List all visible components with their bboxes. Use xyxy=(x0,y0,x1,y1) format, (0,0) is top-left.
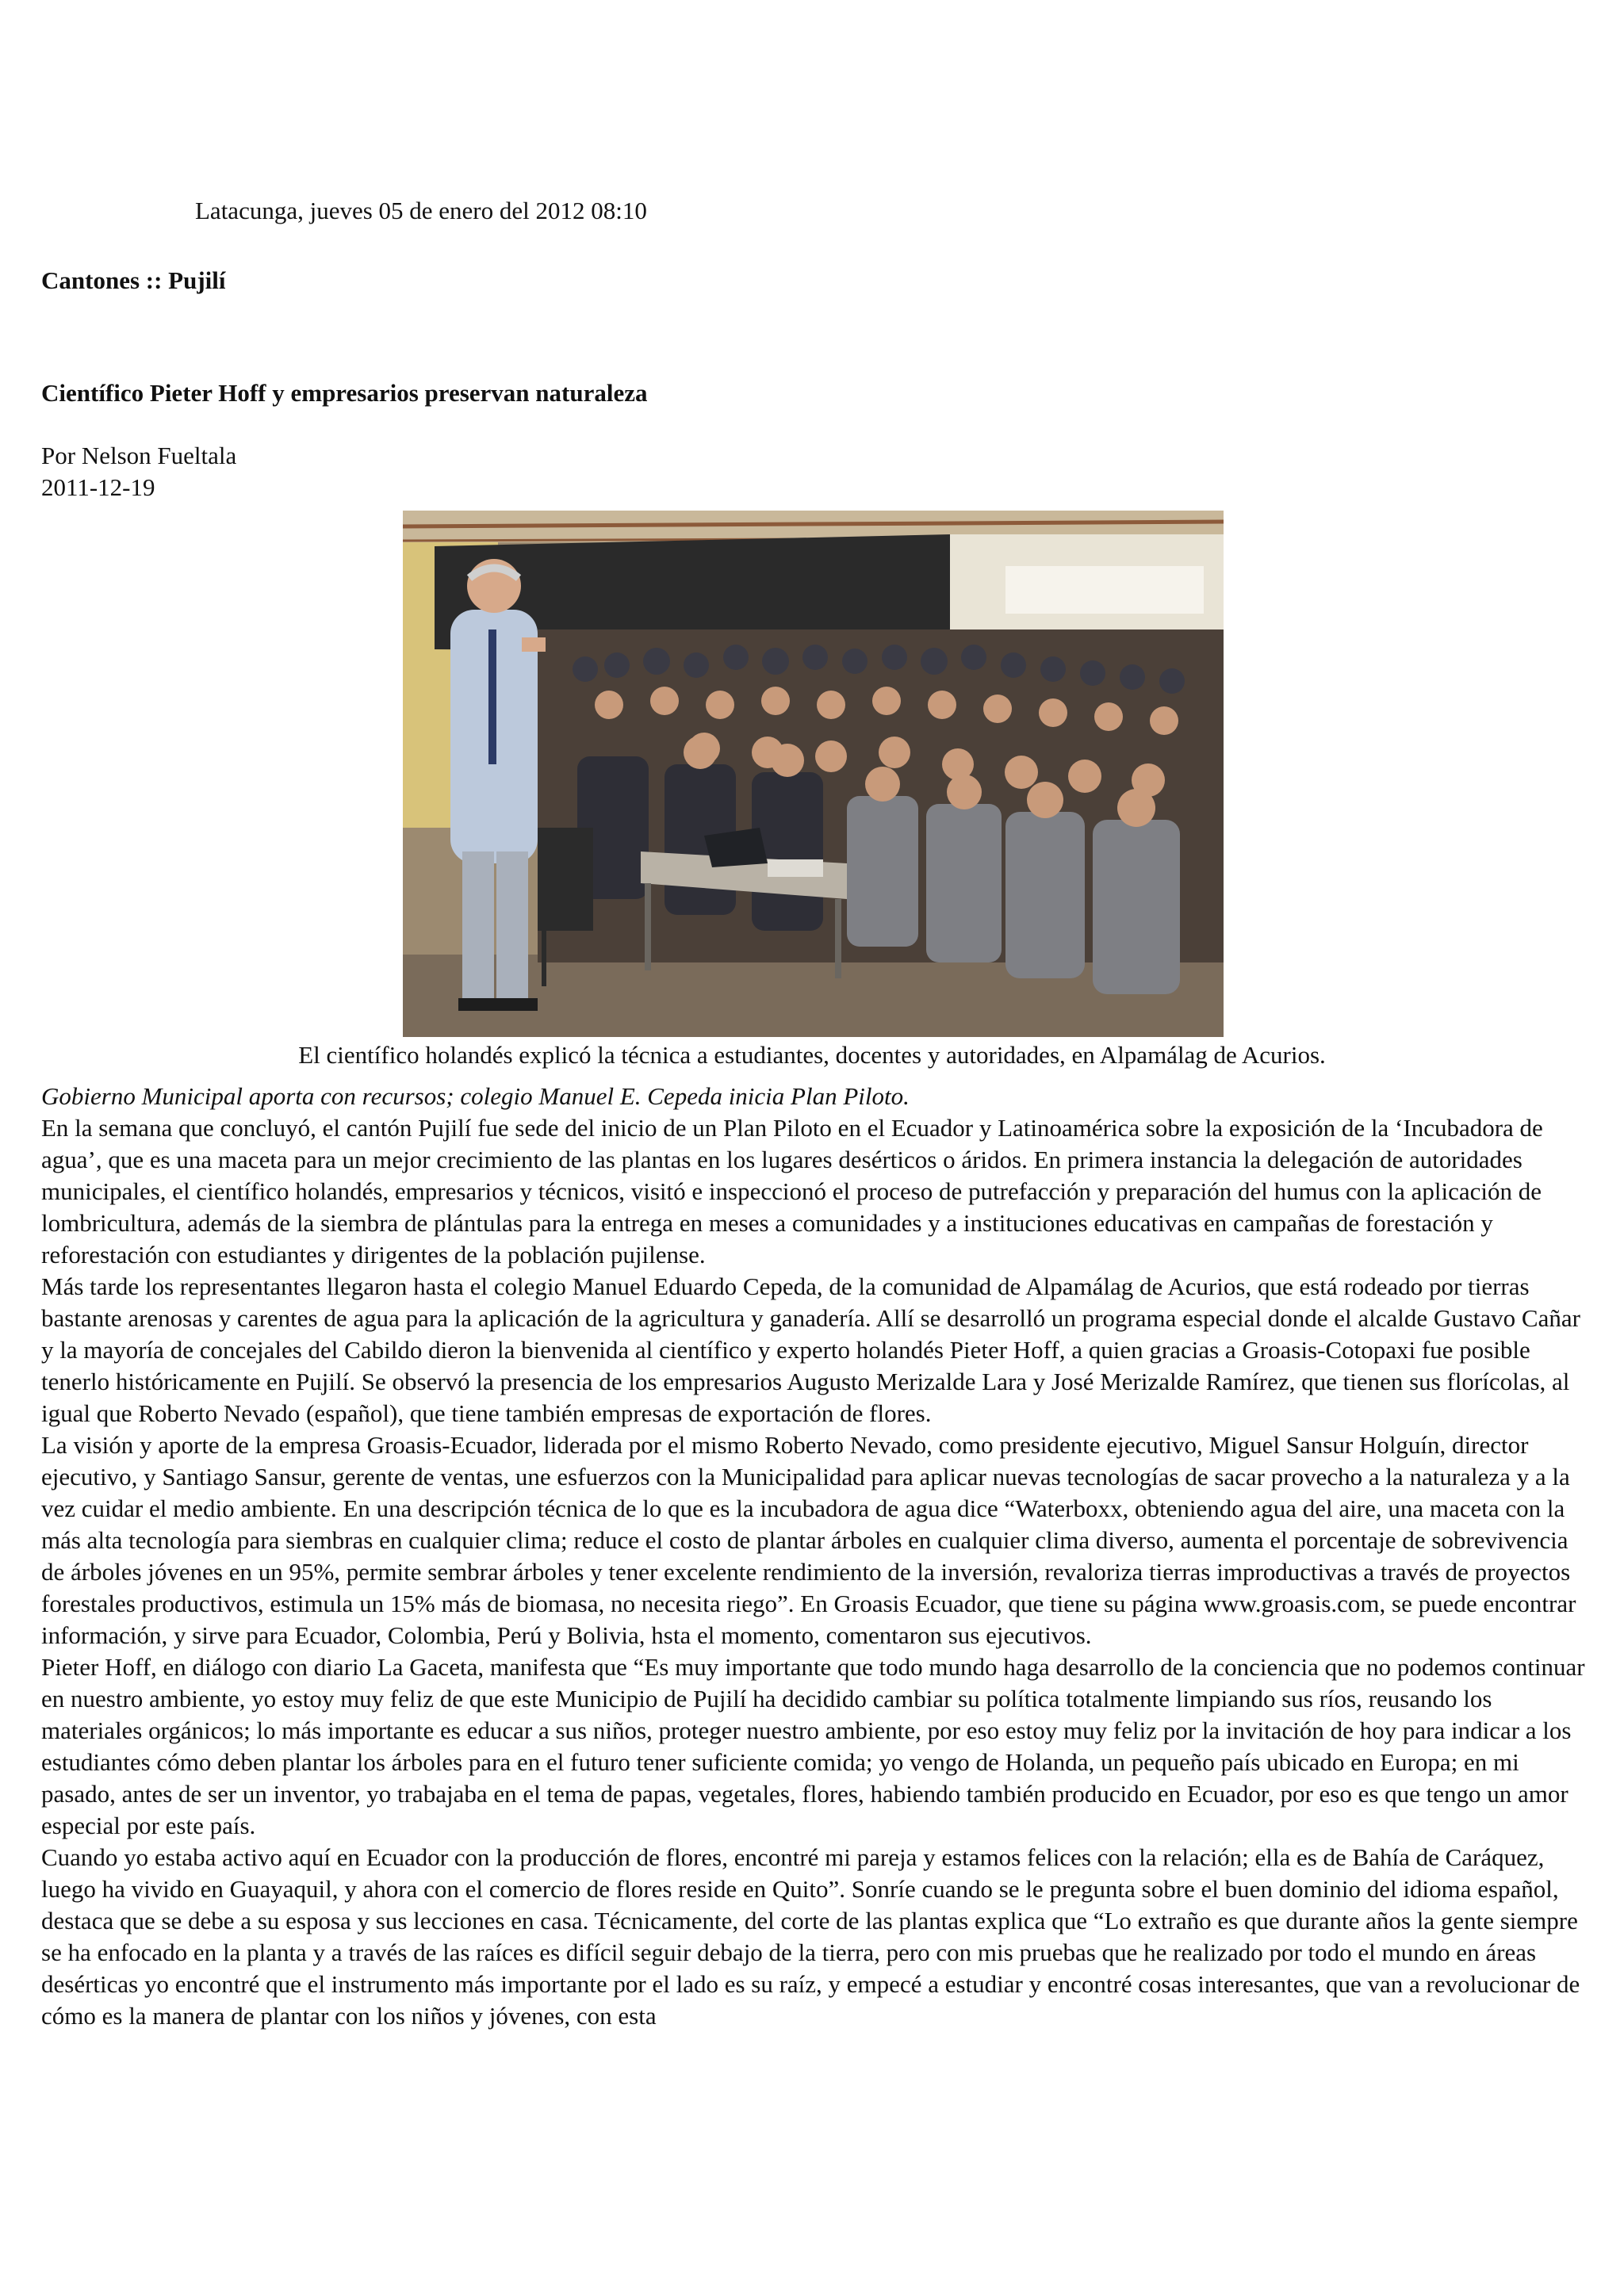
paragraph: En la semana que concluyó, el cantón Pujilí fue sede del inicio de un Plan Piloto en el Ecuador y Latinoamérica sobre la exposición de la ‘Incubadora de agua’, que es una maceta para un mejor crecimiento de las plantas en los lugares desérticos o áridos. En primera instancia la delegación de autoridades municipales, el científico holandés, empresarios y técnicos, visitó e inspeccionó el proceso de putrefacción y preparación del humus con la aplicación de lombricultura, además de la siembra de plántulas para la entrega en meses a comunidades y a instituciones educativas en campañas de forestación y reforestación con estudiantes y dirigentes de la población pujilense. xyxy=(41,1114,1543,1269)
byline xyxy=(41,440,236,503)
article-body xyxy=(41,1112,1586,2032)
author: Por Nelson Fueltala xyxy=(41,442,237,469)
article-photo xyxy=(403,511,1224,1037)
article-subhead: Gobierno Municipal aporta con recursos; colegio Manuel E. Cepeda inicia Plan Piloto. xyxy=(41,1082,910,1110)
article-headline: Científico Pieter Hoff y empresarios preservan naturaleza xyxy=(41,379,648,407)
paragraph: La visión y aporte de la empresa Groasis-Ecuador, liderada por el mismo Roberto Nevado, como presidente ejecutivo, Miguel Sansur Holguín, director ejecutivo, y Santiago Sansur, gerente de ventas, une esfuerzos con la Municipalidad para aplicar nuevas tecnologías de sacar provecho a la naturaleza y a la vez cuidar el medio ambiente. En una descripción técnica de lo que es la incubadora de agua dice “Waterboxx, obteniendo agua del aire, una maceta con la más alta tecnología para siembras en cualquier clima; reduce el costo de plantar árboles en cualquier clima diverso, aumenta el porcentaje de sobrevivencia de árboles jóvenes en un 95%, permite sembrar árboles y tener excelente rendimiento de la inversión, revaloriza tierras improductivas a través de proyectos forestales productivos, estimula un 15% más de biomasa, no necesita riego”. En Groasis Ecuador, que tiene su página www.groasis.com, se puede encontrar información, y sirve para Ecuador, Colombia, Perú y Bolivia, hsta el momento, comentaron sus ejecutivos. xyxy=(41,1431,1576,1649)
paragraph: Cuando yo estaba activo aquí en Ecuador con la producción de flores, encontré mi pareja y estamos felices con la relación; ella es de Bahía de Caráquez, luego ha vivido en Guayaquil, y ahora con el comercio de flores reside en Quito”. Sonríe cuando se le pregunta sobre el buen dominio del idioma español, destaca que se debe a su esposa y sus lecciones en casa. Técnicamente, del corte de las plantas explica que “Lo extraño es que durante años la gente siempre se ha enfocado en la planta y a través de las raíces es difícil seguir debajo de la tierra, pero con mis pruebas que he realizado por todo el mundo en áreas desérticas yo encontré que el instrumento más importante por el lado es su raíz, y empecé a estudiar y encontré cosas interesantes, que van a revolucionar de cómo es la manera de plantar con los niños y jóvenes, con esta xyxy=(41,1843,1580,2030)
dateline: Latacunga, jueves 05 de enero del 2012 08:10 xyxy=(195,197,647,224)
paragraph: Más tarde los representantes llegaron hasta el colegio Manuel Eduardo Cepeda, de la comunidad de Alpamálag de Acurios, que está rodeado por tierras bastante arenosas y carentes de agua para la aplicación de la agricultura y ganadería. Allí se desarrolló un programa especial donde el alcalde Gustavo Cañar y la mayoría de concejales del Cabildo dieron la bienvenida al científico y experto holandés Pieter Hoff, a quien gracias a Groasis-Cotopaxi fue posible tenerlo históricamente en Pujilí. Se observó la presencia de los empresarios Augusto Merizalde Lara y José Merizalde Ramírez, que tienen sus florícolas, al igual que Roberto Nevado (español), que tiene también empresas de exportación de flores. xyxy=(41,1272,1580,1427)
section-breadcrumb: Cantones :: Pujilí xyxy=(41,266,226,294)
photo-caption: El científico holandés explicó la técnica a estudiantes, docentes y autoridades, en Alpamálag de Acurios. xyxy=(298,1041,1326,1069)
publish-date: 2011-12-19 xyxy=(41,473,155,501)
paragraph: Pieter Hoff, en diálogo con diario La Gaceta, manifesta que “Es muy importante que todo mundo haga desarrollo de la conciencia que no podemos continuar en nuestro ambiente, yo estoy muy feliz de que este Municipio de Pujilí ha decidido cambiar su política totalmente limpiando sus ríos, reusando los materiales orgánicos; lo más importante es educar a sus niños, proteger nuestro ambiente, por eso estoy muy feliz por la invitación de hoy para indicar a los estudiantes cómo deben plantar los árboles para en el futuro tener suficiente comida; yo vengo de Holanda, un pequeño país ubicado en Europa; en mi pasado, antes de ser un inventor, yo trabajaba en el tema de papas, vegetales, flores, habiendo también producido en Ecuador, por eso es que tengo un amor especial por este país. xyxy=(41,1653,1585,1839)
